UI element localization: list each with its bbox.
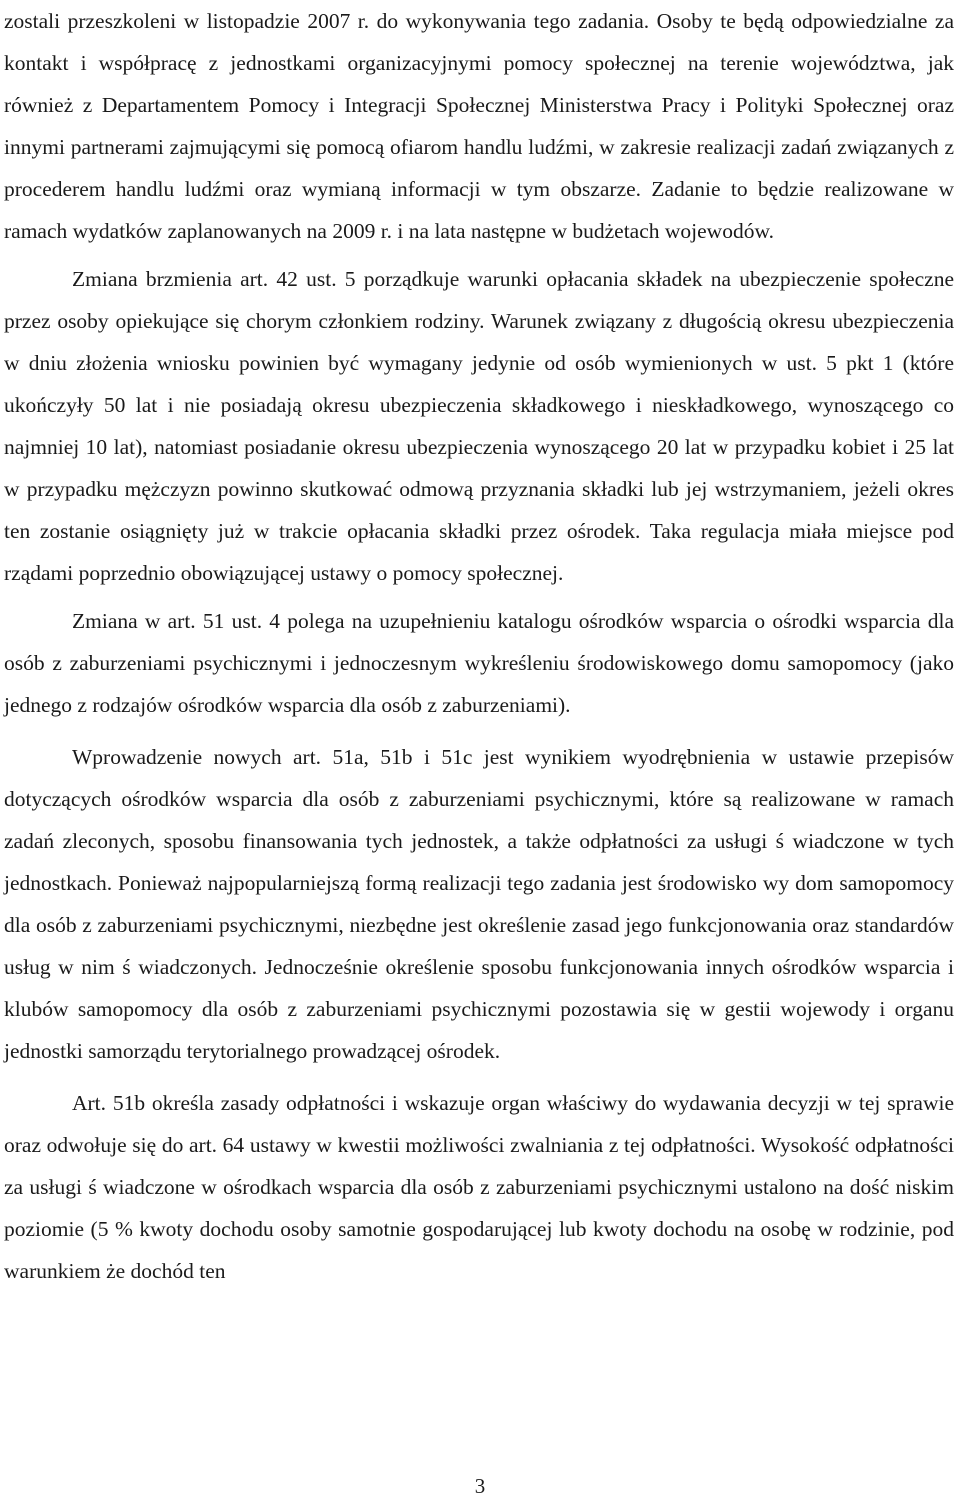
paragraph-1: zostali przeszkoleni w listopadzie 2007 r. do wykonywania tego zadania. Osoby te będą odpowiedzialne za kontakt i współpracę z jednostkami organizacyjnymi pomocy społecznej na terenie województwa, jak również z Departamentem Pomocy i Integracji Społecznej Ministerstwa Pracy i Polityki Społecznej oraz innymi partnerami zajmującymi się pomocą ofiarom handlu ludźmi, w zakresie realizacji zadań związanych z procederem handlu ludźmi oraz wymianą informacji w tym obszarze. Zadanie to będzie realizowane w ramach wydatków zaplanowanych na 2009 r. i na lata następne w budżetach wojewodów. [4, 9, 954, 243]
paragraph-3: Zmiana w art. 51 ust. 4 polega na uzupełnieniu katalogu ośrodków wsparcia o ośrodki wsparcia dla osób z zaburzeniami psychicznymi i jednoczesnym wykreśleniu środowiskowego domu samopomocy (jako jednego z rodzajów ośrodków wsparcia dla osób z zaburzeniami). [4, 609, 954, 717]
paragraph-2: Zmiana brzmienia art. 42 ust. 5 porządkuje warunki opłacania składek na ubezpieczenie społeczne przez osoby opiekujące się chorym członkiem rodziny. Warunek związany z długością okresu ubezpieczenia w dniu złożenia wniosku powinien być wymagany jedynie od osób wymienionych w ust. 5 pkt 1 (które ukończyły 50 lat i nie posiadają okresu ubezpieczenia składkowego i nieskładkowego, wynoszącego co najmniej 10 lat), natomiast posiadanie okresu ubezpieczenia wynoszącego 20 lat w przypadku kobiet i 25 lat w przypadku mężczyzn powinno skutkować odmową przyznania składki lub jej wstrzymaniem, jeżeli okres ten zostanie osiągnięty już w trakcie opłacania składki przez ośrodek. Taka regulacja miała miejsce pod rządami poprzednio obowiązującej ustawy o pomocy społecznej. [4, 267, 954, 585]
paragraph-4: Wprowadzenie nowych art. 51a, 51b i 51c jest wynikiem wyodrębnienia w ustawie przepisów dotyczących ośrodków wsparcia dla osób z zaburzeniami psychicznymi, które są realizowane w ramach zadań zleconych, sposobu finansowania tych jednostek, a także odpłatności za usługi ś wiadczone w tych jednostkach. Ponieważ najpopularniejszą formą realizacji tego zadania jest środowisko wy dom samopomocy dla osób z zaburzeniami psychicznymi, niezbędne jest określenie zasad jego funkcjonowania oraz standardów usług w nim ś wiadczonych. Jednocześnie określenie sposobu funkcjonowania innych ośrodków wsparcia i klubów samopomocy dla osób z zaburzeniami psychicznymi pozostawia się w gestii wojewody i organu jednostki samorządu terytorialnego prowadzącej ośrodek. [4, 745, 954, 1063]
body-text [4, 0, 954, 1292]
paragraph-5: Art. 51b określa zasady odpłatności i wskazuje organ właściwy do wydawania decyzji w tej sprawie oraz odwołuje się do art. 64 ustawy w kwestii możliwości zwalniania z tej odpłatności. Wysokość odpłatności za usługi ś wiadczone w ośrodkach wsparcia dla osób z zaburzeniami psychicznymi ustalono na dość niskim poziomie (5 % kwoty dochodu osoby samotnie gospodarującej lub kwoty dochodu na osobę w rodzinie, pod warunkiem że dochód ten [4, 1091, 954, 1283]
page-number: 3 [474, 1474, 486, 1498]
